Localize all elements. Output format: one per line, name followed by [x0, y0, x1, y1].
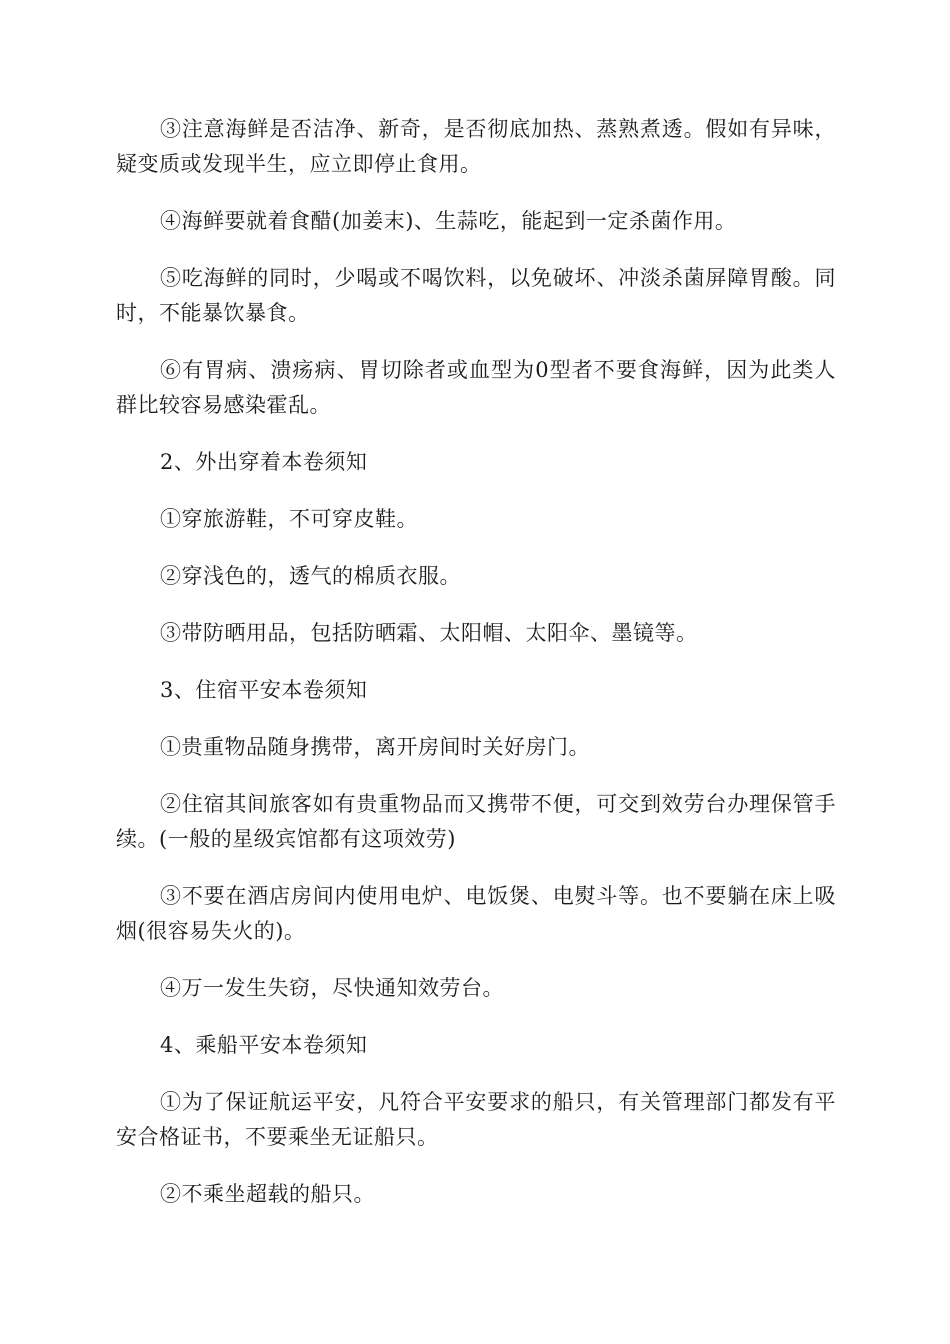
section-heading-clothing: 2、外出穿着本卷须知	[160, 450, 368, 474]
paragraph-clothing-colors: ②穿浅色的，透气的棉质衣服。	[160, 564, 461, 588]
section-heading-boat: 4、乘船平安本卷须知	[160, 1033, 368, 1057]
paragraph-seafood-freshness: ③注意海鲜是否洁净、新奇，是否彻底加热、蒸熟煮透。假如有异味，疑变质或发现半生，应立即停止食用。	[116, 117, 836, 176]
paragraph-lodging-deposit: ②住宿其间旅客如有贵重物品而又携带不便，可交到效劳台办理保管手续。(一般的星级宾馆都有这项效劳)	[116, 792, 836, 851]
paragraph-seafood-drinks: ⑤吃海鲜的同时，少喝或不喝饮料，以免破坏、冲淡杀菌屏障胃酸。同时，不能暴饮暴食。	[116, 266, 836, 325]
paragraph-clothing-sunscreen: ③带防晒用品，包括防晒霜、太阳帽、太阳伞、墨镜等。	[160, 621, 698, 645]
section-heading-lodging: 3、住宿平安本卷须知	[160, 678, 368, 702]
document-body	[116, 112, 836, 1234]
paragraph-lodging-appliances: ③不要在酒店房间内使用电炉、电饭煲、电熨斗等。也不要躺在床上吸烟(很容易失火的)。	[116, 884, 836, 943]
paragraph-boat-overload: ②不乘坐超载的船只。	[160, 1182, 375, 1206]
paragraph-seafood-health: ⑥有胃病、溃疡病、胃切除者或血型为0型者不要食海鲜，因为此类人群比较容易感染霍乱。	[116, 358, 836, 417]
paragraph-lodging-theft: ④万一发生失窃，尽快通知效劳台。	[160, 976, 504, 1000]
paragraph-boat-certificate: ①为了保证航运平安，凡符合平安要求的船只，有关管理部门都发有平安合格证书，不要乘坐无证船只。	[116, 1090, 836, 1149]
paragraph-clothing-shoes: ①穿旅游鞋，不可穿皮鞋。	[160, 507, 418, 531]
paragraph-seafood-vinegar: ④海鲜要就着食醋(加姜末)、生蒜吃，能起到一定杀菌作用。	[160, 209, 737, 233]
paragraph-lodging-valuables: ①贵重物品随身携带，离开房间时关好房门。	[160, 735, 590, 759]
